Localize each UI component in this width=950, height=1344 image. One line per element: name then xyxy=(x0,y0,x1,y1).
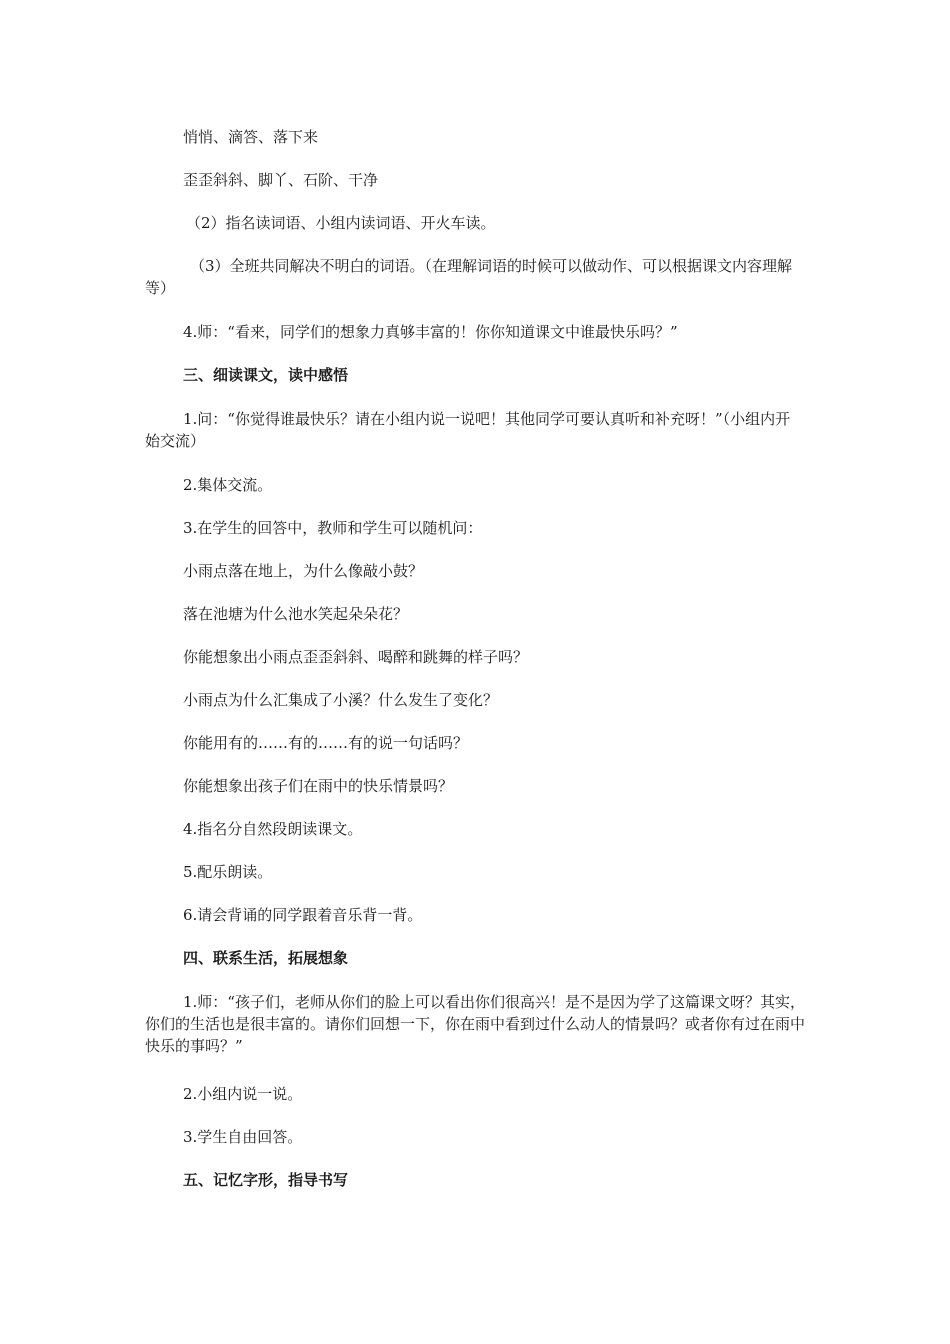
word-list-2: 歪歪斜斜、脚丫、石阶、干净 xyxy=(183,171,379,189)
section-4-heading: 四、联系生活，拓展想象 xyxy=(183,949,349,967)
question-5: 你能用有的……有的……有的说一句话吗？ xyxy=(183,734,469,752)
read-paragraphs: 4.指名分自然段朗读课文。 xyxy=(183,820,363,838)
teacher-question-2: 1.师：“孩子们，老师从你们的脸上可以看出你们很高兴！是不是因为学了这篇课文呀？其实，你们的生活也是很丰富的。请你们回想一下，你在雨中看到过什么动人的情景吗？或者你有过在雨中快乐的事吗？” xyxy=(145,993,806,1055)
collective-exchange: 2.集体交流。 xyxy=(183,476,273,494)
recite: 6.请会背诵的同学跟着音乐背一背。 xyxy=(183,906,423,924)
group-question: 1.问：“你觉得谁最快乐？请在小组内说一说吧！其他同学可要认真听和补充呀！”（小组内开始交流） xyxy=(145,410,791,450)
teacher-question-1: 4.师：“看来，同学们的想象力真够丰富的！你你知道课文中谁最快乐吗？” xyxy=(183,323,678,341)
question-2: 落在池塘为什么池水笑起朵朵花？ xyxy=(183,605,409,623)
question-6: 你能想象出孩子们在雨中的快乐情景吗？ xyxy=(183,777,454,795)
question-4: 小雨点为什么汇集成了小溪？什么发生了变化？ xyxy=(183,691,499,709)
group-talk: 2.小组内说一说。 xyxy=(183,1085,303,1103)
music-reading: 5.配乐朗读。 xyxy=(183,863,273,881)
section-3-heading: 三、细读课文，读中感悟 xyxy=(183,366,349,384)
step-2-text: （2）指名读词语、小组内读词语、开火车读。 xyxy=(186,214,496,232)
step-3-text: （3）全班共同解决不明白的词语。（在理解词语的时候可以做动作、可以根据课文内容理解等） xyxy=(145,257,793,297)
question-3: 你能想象出小雨点歪歪斜斜、喝醉和跳舞的样子吗？ xyxy=(183,648,529,666)
question-1: 小雨点落在地上，为什么像敲小鼓？ xyxy=(183,562,424,580)
free-answer: 3.学生自由回答。 xyxy=(183,1128,303,1146)
word-list-1: 悄悄、滴答、落下来 xyxy=(183,128,319,146)
section-5-heading: 五、记忆字形，指导书写 xyxy=(183,1171,349,1189)
random-question-intro: 3.在学生的回答中，教师和学生可以随机问： xyxy=(183,519,483,537)
